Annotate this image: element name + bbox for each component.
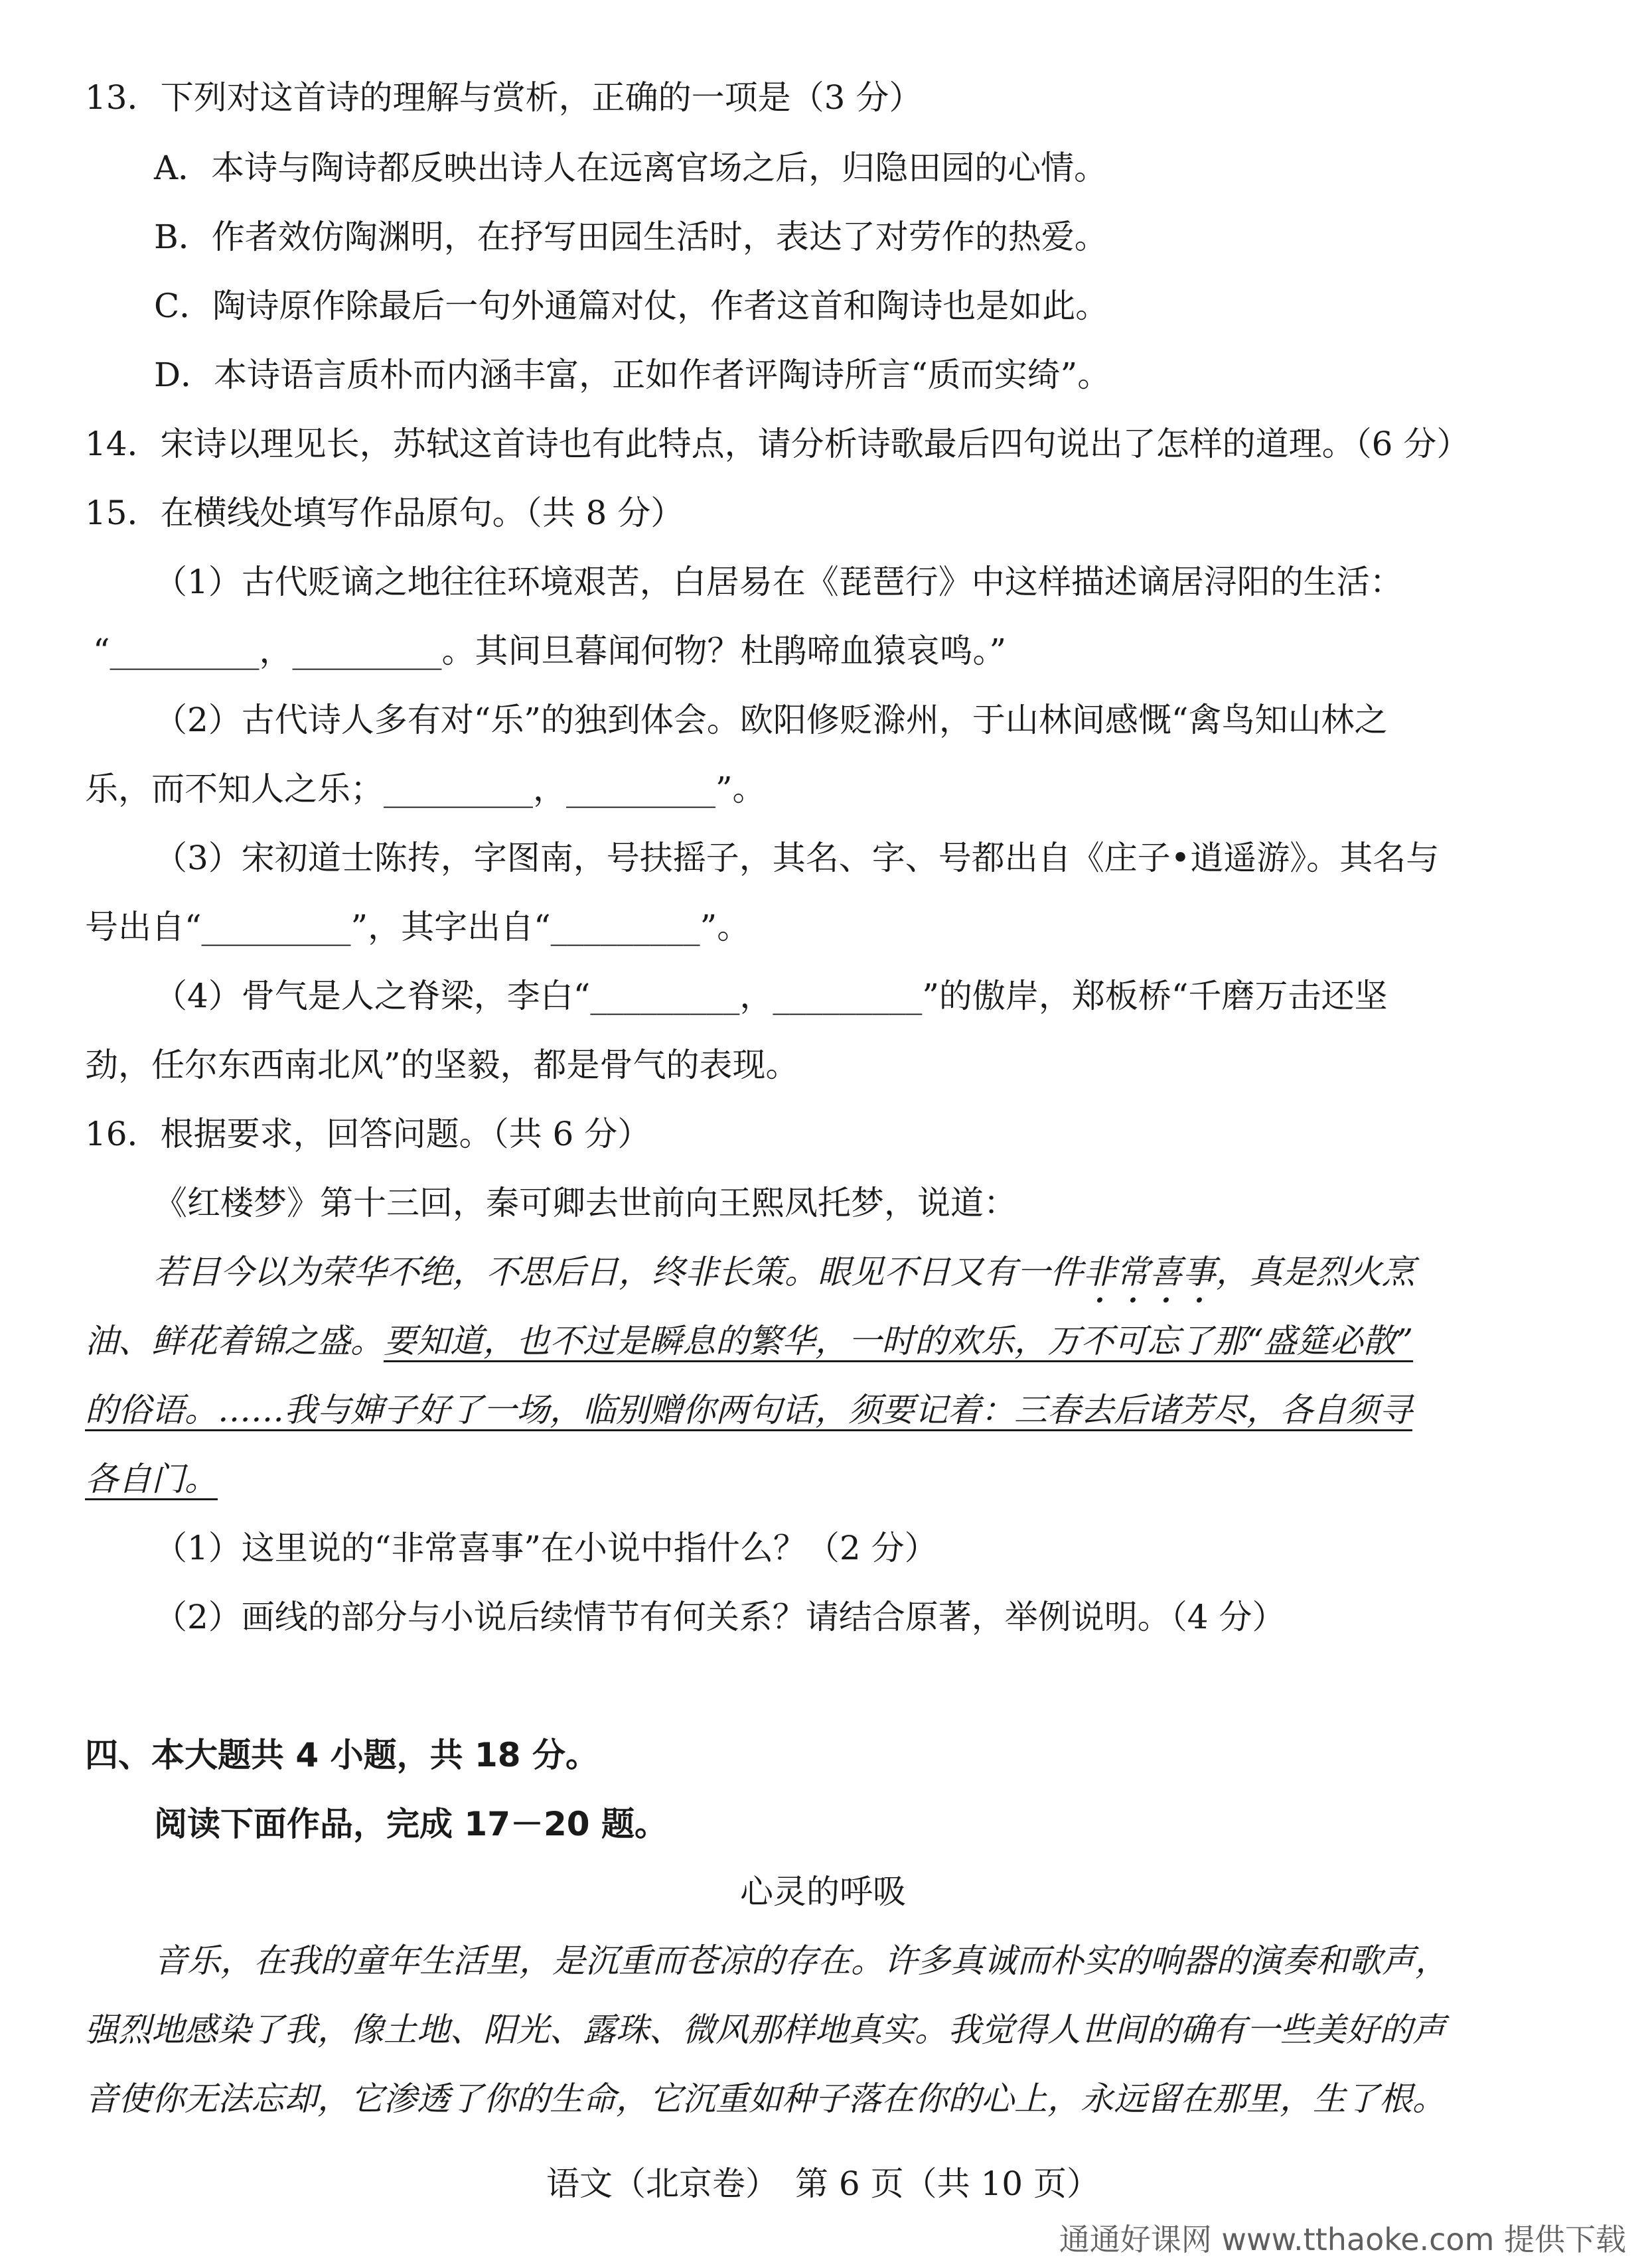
- q16-sub2: （2）画线的部分与小说后续情节有何关系？请结合原著，举例说明。（4 分）: [154, 1598, 1286, 1636]
- emphasis-dot-char: 事: [1183, 1253, 1216, 1291]
- q13-stem: 13．下列对这首诗的理解与赏析，正确的一项是（3 分）: [85, 78, 923, 117]
- article-paragraph-line2: 强烈地感染了我，像土地、阳光、露珠、微风那样地真实。我觉得人世间的确有一些美好的声: [85, 2011, 1446, 2049]
- q13-option-a: A．本诗与陶诗都反映出诗人在远离官场之后，归隐田园的心情。: [154, 149, 1108, 187]
- section4-instruction: 阅读下面作品，完成 17－20 题。: [154, 1805, 668, 1843]
- quote-text: 油、鲜花着锦之盛。: [85, 1322, 384, 1360]
- section4-heading: 四、本大题共 4 小题，共 18 分。: [85, 1736, 599, 1774]
- quote-text: ，真是烈火烹: [1216, 1253, 1415, 1291]
- emphasis-dot-char: 喜: [1150, 1253, 1183, 1291]
- q16-sub1: （1）这里说的“非常喜事”在小说中指什么？（2 分）: [154, 1529, 938, 1567]
- article-paragraph-line3: 音使你无法忘却，它渗透了你的生命，它沉重如种子落在你的心上，永远留在那里，生了根。: [85, 2080, 1446, 2118]
- q15-sub4-line2: 劲，任尔东西南北风”的坚毅，都是骨气的表现。: [85, 1046, 799, 1084]
- emphasis-dot-char: 非: [1083, 1253, 1116, 1291]
- q13-option-d: D．本诗语言质朴而内涵丰富，正如作者评陶诗所言“质而实绮”。: [154, 356, 1111, 394]
- q15-sub3-line2: 号出自“_________”，其字出自“_________”。: [85, 908, 751, 946]
- q15-sub1-line1: （1）古代贬谪之地往往环境艰苦，白居易在《琵琶行》中这样描述谪居浔阳的生活：: [154, 563, 1403, 601]
- q15-sub3-line1: （3）宋初道士陈抟，字图南，号扶摇子，其名、字、号都出自《庄子•逍遥游》。其名与: [154, 839, 1440, 877]
- q15-sub2-line2: 乐，而不知人之乐；_________，_________”。: [85, 770, 766, 808]
- q15-sub2-line1: （2）古代诗人多有对“乐”的独到体会。欧阳修贬滁州，于山林间感慨“禽鸟知山林之: [154, 701, 1388, 739]
- underlined-quote: 要知道，也不过是瞬息的繁华，一时的欢乐，万不可忘了那“盛筵必散”: [384, 1322, 1414, 1360]
- q15-stem: 15．在横线处填写作品原句。（共 8 分）: [85, 494, 684, 532]
- article-title: 心灵的呼吸: [740, 1873, 906, 1911]
- q16-quote-line4: 各自门。: [85, 1460, 218, 1498]
- q15-sub1-line2: “_________，_________。其间旦暮闻何物？杜鹃啼血猿哀鸣。”: [93, 632, 1007, 670]
- page-footer: 语文（北京卷） 第 6 页（共 10 页）: [546, 2164, 1100, 2203]
- q16-quote-line3: 的俗语。……我与婶子好了一场，临别赠你两句话，须要记着：三春去后诸芳尽，各自须寻: [85, 1391, 1412, 1429]
- quote-text: 若目今以为荣华不绝，不思后日，终非长策。眼见不日又有一件: [154, 1253, 1083, 1291]
- q16-stem: 16．根据要求，回答问题。（共 6 分）: [85, 1115, 651, 1153]
- q13-option-b: B．作者效仿陶渊明，在抒写田园生活时，表达了对劳作的热爱。: [154, 218, 1108, 256]
- q16-intro: 《红楼梦》第十三回，秦可卿去世前向王熙凤托梦，说道：: [154, 1184, 1017, 1222]
- article-paragraph-line1: 音乐，在我的童年生活里，是沉重而苍凉的存在。许多真诚而朴实的响器的演奏和歌声，: [154, 1942, 1448, 1980]
- q16-quote-line1: [154, 1255, 1415, 1289]
- q14-stem: 14．宋诗以理见长，苏轼这首诗也有此特点，请分析诗歌最后四句说出了怎样的道理。（6 分）: [85, 425, 1470, 463]
- q15-sub4-line1: （4）骨气是人之脊梁，李白“_________，_________”的傲岸，郑板桥“千磨万击还坚: [154, 977, 1388, 1015]
- q16-quote-line2: [85, 1324, 1413, 1358]
- watermark: 通通好课网 www.tthaoke.com 提供下载: [1059, 2222, 1626, 2257]
- q13-option-c: C．陶诗原作除最后一句外通篇对仗，作者这首和陶诗也是如此。: [154, 287, 1109, 325]
- emphasis-dot-char: 常: [1116, 1253, 1150, 1291]
